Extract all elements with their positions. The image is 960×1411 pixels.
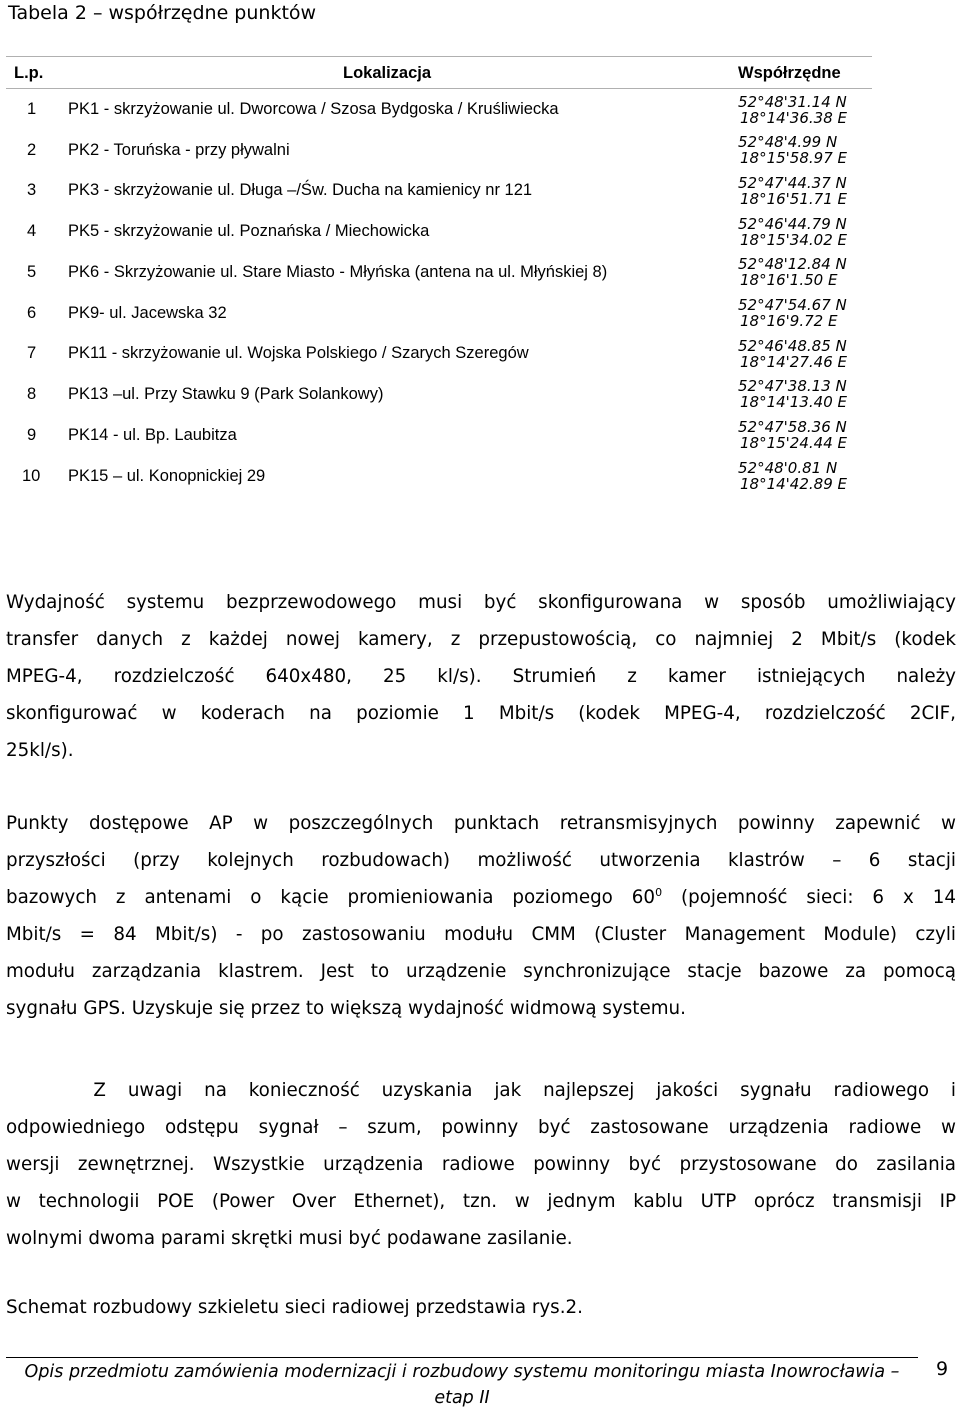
paragraph — [6, 1072, 956, 1257]
coordinate-north: 52°47'58.36 N — [738, 418, 847, 436]
paragraph — [6, 1289, 956, 1326]
paragraph-line: modułu zarządzania klastrem. Jest to urządzenie synchronizujące stacje bazowe za pomocą — [6, 961, 956, 982]
paragraph-line: transfer danych z każdej nowej kamery, z przepustowością, co najmniej 2 Mbit/s (kodek — [6, 629, 956, 650]
degree-superscript: 0 — [655, 885, 663, 899]
coordinate-north: 52°48'0.81 N — [738, 459, 838, 477]
paragraph-line: wolnymi dwoma parami skrętki musi być podawane zasilanie. — [6, 1228, 573, 1249]
header-wspolrzedne: Współrzędne — [738, 64, 841, 82]
cell-lokalizacja: PK15 – ul. Konopnickiej 29 — [68, 467, 266, 485]
cell-lp: 3 — [27, 181, 37, 199]
cell-lp: 1 — [27, 100, 37, 118]
cell-lp: 5 — [27, 263, 37, 281]
paragraph-line: Punkty dostępowe AP w poszczególnych punktach retransmisyjnych powinny zapewnić w — [6, 813, 956, 834]
paragraph-line: wersji zewnętrznej. Wszystkie urządzenia radiowe powinny być przystosowane do zasilania — [6, 1154, 956, 1175]
table-rule — [6, 88, 872, 89]
cell-lp: 4 — [27, 222, 37, 240]
cell-lp: 8 — [27, 385, 37, 403]
header-lokalizacja: Lokalizacja — [343, 64, 432, 82]
cell-wspolrzedne — [730, 378, 870, 410]
coordinate-north: 52°48'12.84 N — [738, 255, 847, 273]
paragraph-line: Z uwagi na konieczność uzyskania jak najlepszej jakości sygnału radiowego i — [6, 1080, 956, 1101]
paragraph-line: 25kl/s). — [6, 740, 74, 761]
coordinate-east: 18°16'1.50 E — [740, 271, 838, 289]
cell-wspolrzedne — [730, 419, 870, 451]
paragraph — [6, 805, 956, 1027]
line-text: bazowych z antenami o kącie promieniowania poziomego 60 — [6, 887, 656, 908]
cell-wspolrzedne — [730, 460, 870, 492]
coordinate-north: 52°48'31.14 N — [738, 93, 847, 111]
coordinate-north: 52°47'44.37 N — [738, 174, 847, 192]
cell-lp: 6 — [27, 304, 37, 322]
coordinate-north: 52°46'44.79 N — [738, 215, 847, 233]
cell-lp: 2 — [27, 141, 37, 159]
coordinate-east: 18°16'9.72 E — [740, 312, 838, 330]
coordinate-east: 18°15'24.44 E — [740, 434, 847, 452]
coordinate-east: 18°14'13.40 E — [740, 393, 847, 411]
coordinate-east: 18°14'42.89 E — [740, 475, 847, 493]
paragraph-line: Schemat rozbudowy szkieletu sieci radiowej przedstawia rys.2. — [6, 1297, 583, 1318]
cell-wspolrzedne — [730, 256, 870, 288]
cell-lokalizacja: PK5 - skrzyżowanie ul. Poznańska / Miechowicka — [68, 222, 430, 240]
cell-wspolrzedne — [730, 338, 870, 370]
cell-wspolrzedne — [730, 94, 870, 126]
table-caption: Tabela 2 – współrzędne punktów — [8, 2, 317, 24]
paragraph — [6, 584, 956, 769]
coordinate-east: 18°14'27.46 E — [740, 353, 847, 371]
cell-wspolrzedne — [730, 134, 870, 166]
table-rule — [6, 56, 872, 57]
cell-lokalizacja: PK9- ul. Jacewska 32 — [68, 304, 227, 322]
paragraph-line — [6, 879, 956, 916]
cell-lp: 7 — [27, 344, 37, 362]
cell-lokalizacja: PK6 - Skrzyżowanie ul. Stare Miasto - Młyńska (antena na ul. Młyńskiej 8) — [68, 263, 608, 281]
cell-wspolrzedne — [730, 297, 870, 329]
cell-lokalizacja: PK3 - skrzyżowanie ul. Długa –/Św. Ducha na kamienicy nr 121 — [68, 181, 533, 199]
coordinate-east: 18°16'51.71 E — [740, 190, 847, 208]
paragraph-line: w technologii POE (Power Over Ethernet), tzn. w jednym kablu UTP oprócz transmisji IP — [6, 1191, 956, 1212]
coordinate-north: 52°46'48.85 N — [738, 337, 847, 355]
cell-lokalizacja: PK2 - Toruńska - przy pływalni — [68, 141, 290, 159]
header-lp: L.p. — [14, 64, 44, 82]
paragraph-line: skonfigurować w koderach na poziomie 1 Mbit/s (kodek MPEG-4, rozdzielczość 2CIF, — [6, 703, 956, 724]
coordinate-east: 18°15'34.02 E — [740, 231, 847, 249]
cell-wspolrzedne — [730, 175, 870, 207]
coordinates-table — [0, 0, 960, 520]
page-footer: Opis przedmiotu zamówienia modernizacji i rozbudowy systemu monitoringu miasta Inowrocławia – etap II — [24, 1362, 900, 1408]
cell-lokalizacja: PK14 - ul. Bp. Laubitza — [68, 426, 237, 444]
paragraph-line: przyszłości (przy kolejnych rozbudowach) możliwość utworzenia klastrów – 6 stacji — [6, 850, 956, 871]
paragraph-line: sygnału GPS. Uzyskuje się przez to większą wydajność widmową systemu. — [6, 998, 686, 1019]
line-text-continued: (pojemność sieci: 6 x 14 — [662, 887, 957, 908]
page-number: 9 — [936, 1358, 949, 1380]
paragraph-line: Wydajność systemu bezprzewodowego musi być skonfigurowana w sposób umożliwiający — [6, 592, 956, 613]
coordinate-east: 18°15'58.97 E — [740, 149, 847, 167]
coordinate-north: 52°47'54.67 N — [738, 296, 847, 314]
coordinate-north: 52°47'38.13 N — [738, 377, 847, 395]
cell-lokalizacja: PK1 - skrzyżowanie ul. Dworcowa / Szosa Bydgoska / Kruśliwiecka — [68, 100, 559, 118]
paragraph-line: Mbit/s = 84 Mbit/s) - po zastosowaniu modułu CMM (Cluster Management Module) czyli — [6, 924, 956, 945]
cell-lokalizacja: PK13 –ul. Przy Stawku 9 (Park Solankowy) — [68, 385, 384, 403]
coordinate-north: 52°48'4.99 N — [738, 133, 838, 151]
paragraph-line: MPEG-4, rozdzielczość 640x480, 25 kl/s). Strumień z kamer istniejących należy — [6, 666, 956, 687]
cell-lokalizacja: PK11 - skrzyżowanie ul. Wojska Polskiego / Szarych Szeregów — [68, 344, 529, 362]
coordinate-east: 18°14'36.38 E — [740, 109, 847, 127]
cell-wspolrzedne — [730, 216, 870, 248]
paragraph-line: odpowiedniego odstępu sygnał – szum, powinny być zastosowane urządzenia radiowe w — [6, 1117, 956, 1138]
cell-lp: 9 — [27, 426, 37, 444]
cell-lp: 10 — [22, 467, 41, 485]
footer-rule — [6, 1357, 918, 1358]
